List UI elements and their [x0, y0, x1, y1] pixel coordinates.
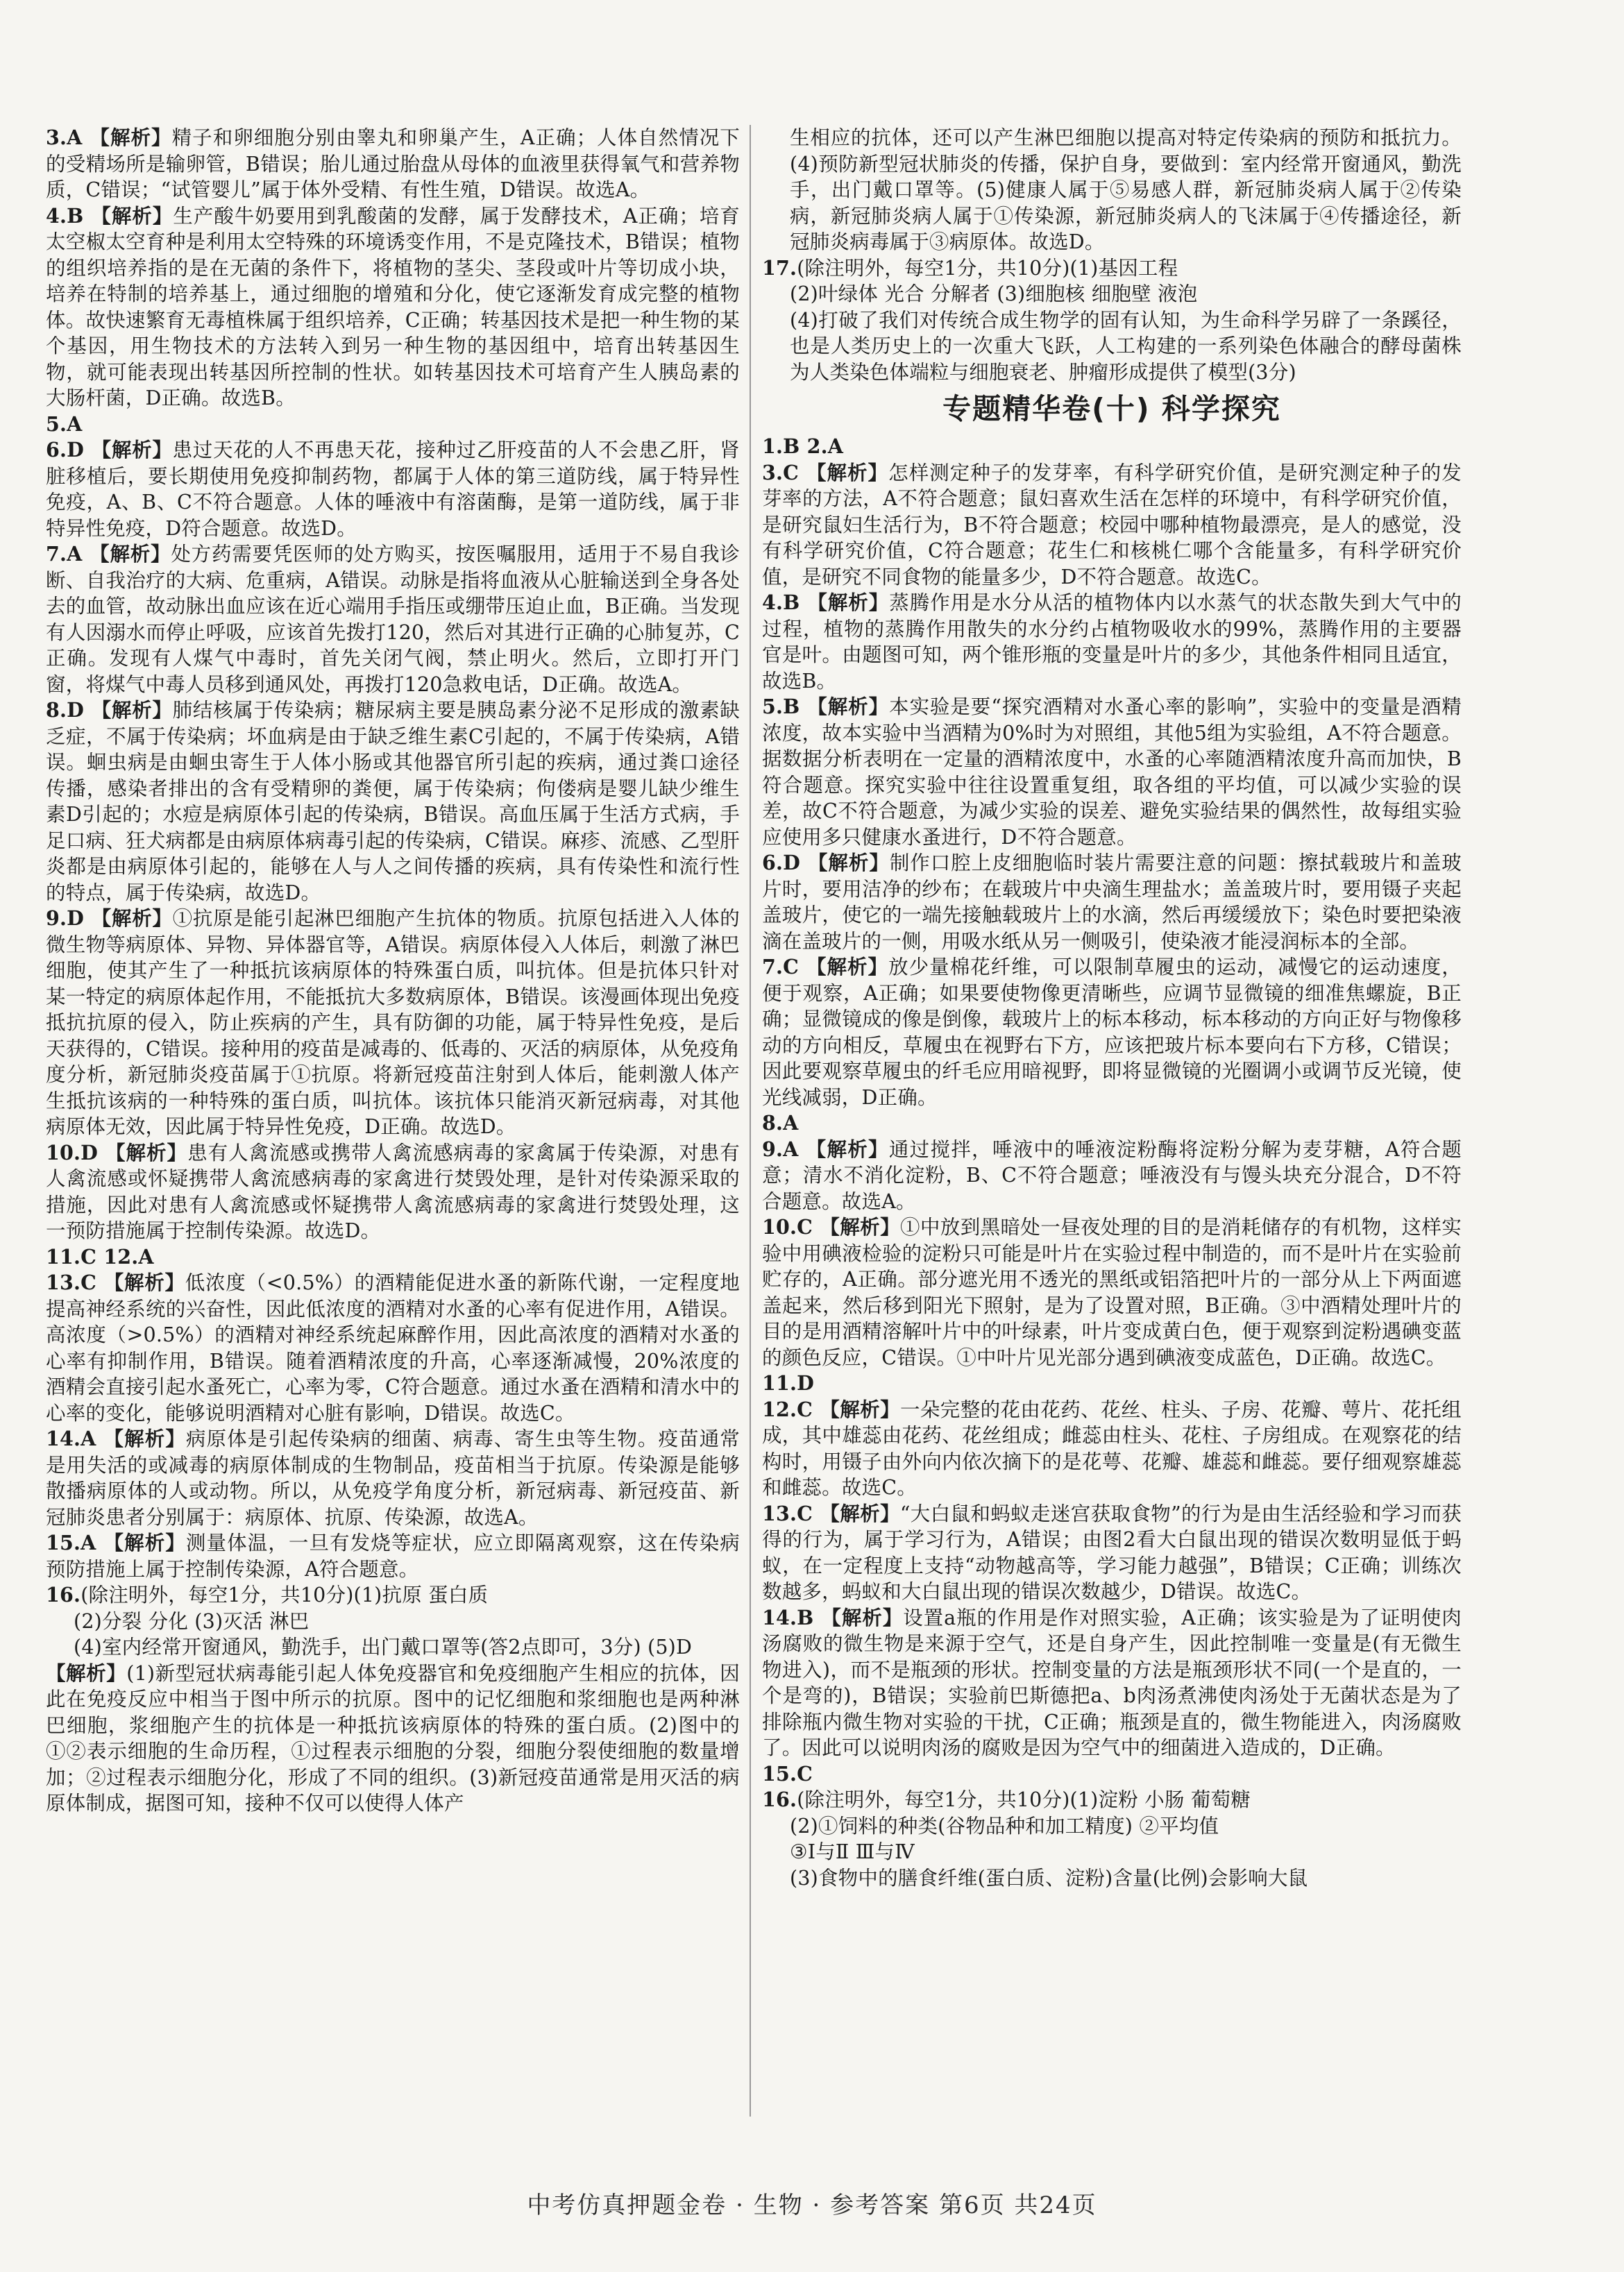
- answer-text: 病原体是引起传染病的细菌、病毒、寄生虫等生物。疫苗通常是用失活的或减毒的病原体制成的生物制品，疫苗相当于抗原。传染源是能够散播病原体的人或动物。所以，从免疫学角度分析，新冠病毒、新冠疫苗、新冠肺炎患者分别属于：病原体、抗原、传染源，故选A。: [46, 1427, 741, 1529]
- answer-number: 11.D: [762, 1371, 815, 1395]
- answer-paragraph: [762, 1787, 1462, 1813]
- right-column-bottom: [762, 434, 1462, 1891]
- answer-number: 6.D 【解析】: [46, 438, 173, 461]
- answer-text: 肺结核属于传染病；糖尿病主要是胰岛素分泌不足形成的激素缺乏症，不属于传染病；坏血病是由于缺乏维生素C引起的，不属于传染病，A错误。蛔虫病是由蛔虫寄生于人体小肠或其他器官所引起的疾病，通过粪口途径传播，感染者排出的含有受精卵的粪便，属于传染病；佝偻病是婴儿缺少维生素D引起的；水痘是病原体引起的传染病，B错误。高血压属于生活方式病，手足口病、狂犬病都是由病原体病毒引起的传染病，C错误。麻疹、流感、乙型肝炎都是由病原体引起的，能够在人与人之间传播的疾病，具有传染性和流行性的特点，属于传染病，故选D。: [46, 699, 740, 904]
- answer-paragraph: [762, 1137, 1462, 1215]
- answer-paragraph: [762, 125, 1462, 255]
- answer-text: 制作口腔上皮细胞临时装片需要注意的问题：擦拭载玻片和盖玻片时，要用洁净的纱布；在载玻片中央滴生理盐水；盖盖玻片时，要用镊子夹起盖玻片，使它的一端先接触载玻片上的水滴，然后再缓缓放下；染色时要把染液滴在盖玻片的一侧，用吸水纸从另一侧吸引，使染液才能浸润标本的全部。: [762, 851, 1462, 953]
- answer-text: ③Ⅰ与Ⅱ Ⅲ与Ⅳ: [790, 1840, 915, 1863]
- answer-paragraph: [762, 1865, 1462, 1892]
- answer-paragraph: [762, 954, 1462, 1110]
- answer-number: 13.C 【解析】: [762, 1501, 900, 1525]
- answer-text: 蒸腾作用是水分从活的植物体内以水蒸气的状态散失到大气中的过程，植物的蒸腾作用散失的水分约占植物吸收水的99%，蒸腾作用的主要器官是叶。由题图可知，两个锥形瓶的变量是叶片的多少，其他条件相同且适宜，故选B。: [762, 591, 1462, 693]
- answer-paragraph: [46, 1661, 740, 1817]
- answer-paragraph: [46, 1609, 740, 1635]
- answer-number: 4.B 【解析】: [46, 203, 174, 228]
- answer-number: 10.D 【解析】: [46, 1140, 188, 1164]
- answer-paragraph: [762, 1214, 1462, 1371]
- answer-paragraph: [46, 1426, 740, 1530]
- answer-paragraph: [762, 1110, 1462, 1137]
- answer-number: 13.C 【解析】: [46, 1271, 185, 1294]
- answer-paragraph: [46, 1582, 740, 1609]
- answer-paragraph: [46, 1530, 740, 1582]
- answer-number: 8.D 【解析】: [46, 698, 173, 722]
- answer-number: 7.C 【解析】: [762, 955, 889, 978]
- answer-paragraph: [46, 437, 740, 541]
- answer-text: 通过搅拌，唾液中的唾液淀粉酶将淀粉分解为麦芽糖，A符合题意；清水不消化淀粉，B、C不符合题意；唾液没有与馒头块充分混合，D不符合题意。故选A。: [762, 1137, 1462, 1213]
- answer-number: 15.A 【解析】: [46, 1531, 186, 1554]
- answer-number: 14.B 【解析】: [762, 1605, 904, 1629]
- answer-text: 生相应的抗体，还可以产生淋巴细胞以提高对特定传染病的预防和抵抗力。(4)预防新型冠状肺炎的传播，保护自身，要做到：室内经常开窗通风，勤洗手，出门戴口罩等。(5)健康人属于⑤易感人群，新冠肺炎病人属于②传染病，新冠肺炎病人属于①传染源，新冠肺炎病人的飞沫属于④传播途径，新冠肺炎病毒属于③病原体。故选D。: [790, 126, 1462, 253]
- answer-paragraph: [46, 906, 740, 1140]
- right-column-top: [762, 125, 1462, 385]
- answer-text: (2)叶绿体 光合 分解者 (3)细胞核 细胞壁 液泡: [790, 282, 1198, 305]
- answer-text: 患有人禽流感或携带人禽流感病毒的家禽属于传染源，对患有人禽流感或怀疑携带人禽流感病毒的家禽进行焚毁处理，是针对传染源采取的措施，因此对患有人禽流感或怀疑携带人禽流感病毒的家禽进行焚毁处理，这一预防措施属于控制传染源。故选D。: [46, 1141, 740, 1242]
- answer-text: (除注明外，每空1分，共10分)(1)基因工程: [797, 256, 1178, 280]
- answer-paragraph: [762, 694, 1462, 850]
- answer-paragraph: [46, 203, 740, 412]
- answer-text: 生产酸牛奶要用到乳酸菌的发酵，属于发酵技术，A正确；培育太空椒太空育种是利用太空特殊的环境诱变作用，不是克隆技术，B错误；植物的组织培养指的是在无菌的条件下，将植物的茎尖、茎段或叶片等切成小块，培养在特制的培养基上，通过细胞的增殖和分化，使它逐渐发育成完整的植物体。故快速繁育无毒植株属于组织培养，C正确；转基因技术是把一种生物的某个基因，用生物技术的方法转入到另一种生物的基因组中，培育出转基因生物，就可能表现出转基因所控制的性状。如转基因技术可培育产生人胰岛素的大肠杆菌，D正确。故选B。: [46, 204, 740, 409]
- answer-number: 15.C: [762, 1761, 813, 1786]
- answer-text: 怎样测定种子的发芽率，有科学研究价值，是研究测定种子的发芽率的方法，A不符合题意；鼠妇喜欢生活在怎样的环境中，有科学研究价值，是研究鼠妇生活行为，B不符合题意；校园中哪种植物最漂亮，是人的感觉，没有科学研究价值，C符合题意；花生仁和核桃仁哪个含能量多，有科学研究价值，是研究不同食物的能量多少，D不符合题意。故选C。: [762, 461, 1462, 588]
- answer-paragraph: [762, 1371, 1462, 1397]
- answer-number: 17.: [762, 255, 797, 280]
- answer-paragraph: [762, 255, 1462, 282]
- answer-text: 患过天花的人不再患天花，接种过乙肝疫苗的人不会患乙肝，肾脏移植后，要长期使用免疫抑制药物，都属于人体的第三道防线，属于特异性免疫，A、B、C不符合题意。人体的唾液中有溶菌酶，是第一道防线，属于非特异性免疫，D符合题意。故选D。: [46, 439, 740, 540]
- answer-text: (除注明外，每空1分，共10分)(1)抗原 蛋白质: [81, 1584, 489, 1606]
- answer-text: (1)新型冠状病毒能引起人体免疫器官和免疫细胞产生相应的抗体，因此在免疫反应中相当于图中所示的抗原。图中的记忆细胞和浆细胞也是两种淋巴细胞，浆细胞产生的抗体是一种抵抗该病原体的特殊的蛋白质。(2)图中的①②表示细胞的生命历程，①过程表示细胞的分裂，细胞分裂使细胞的数量增加；②过程表示细胞分化，形成了不同的组织。(3)新冠疫苗通常是用灭活的病原体制成，据图可知，接种不仅可以使得人体产: [46, 1661, 740, 1815]
- answer-number: 11.C 12.A: [46, 1244, 154, 1269]
- answer-paragraph: [762, 1813, 1462, 1840]
- answer-text: “大白鼠和蚂蚁走迷宫获取食物”的行为是由生活经验和学习而获得的行为，属于学习行为，A错误；由图2看大白鼠出现的错误次数明显低于蚂蚁，在一定程度上支持“动物越高等，学习能力越强”，B错误；C正确；训练次数越多，蚂蚁和大白鼠出现的错误次数越少，D错误。故选C。: [762, 1502, 1462, 1603]
- answer-text: ①抗原是能引起淋巴细胞产生抗体的物质。抗原包括进入人体的微生物等病原体、异物、异体器官等，A错误。病原体侵入人体后，刺激了淋巴细胞，使其产生了一种抵抗该病原体的特殊蛋白质，叫抗体。但是抗体只针对某一特定的病原体起作用，不能抵抗大多数病原体，B错误。该漫画体现出免疫抵抗抗原的侵入，防止疾病的产生，具有防御的功能，属于特异性免疫，是后天获得的，C错误。接种用的疫苗是减毒的、低毒的、灭活的病原体，从免疫角度分析，新冠肺炎疫苗属于①抗原。将新冠疫苗注射到人体后，能刺激人体产生抵抗该病的一种特殊的蛋白质，叫抗体。该抗体只能消灭新冠病毒，对其他病原体无效，因此属于特异性免疫，D正确。故选D。: [46, 907, 740, 1138]
- answer-paragraph: [762, 307, 1462, 386]
- answer-number: 【解析】: [46, 1661, 127, 1685]
- answer-paragraph: [46, 697, 740, 906]
- answer-text: 精子和卵细胞分别由睾丸和卵巢产生，A正确；人体自然情况下的受精场所是输卵管，B错误；胎儿通过胎盘从母体的血液里获得氧气和营养物质，C错误；“试管婴儿”属于体外受精、有性生殖，D错误。故选A。: [46, 126, 741, 201]
- answer-text: (4)打破了我们对传统合成生物学的固有认知，为生命科学另辟了一条蹊径，也是人类历史上的一次重大飞跃，人工构建的一系列染色体融合的酵母菌株为人类染色体端粒与细胞衰老、肿瘤形成提供了模型(3分): [790, 308, 1462, 384]
- answer-paragraph: [762, 590, 1462, 694]
- answer-number: 14.A 【解析】: [46, 1427, 186, 1450]
- answer-number: 7.A 【解析】: [46, 542, 171, 566]
- right-column: [762, 125, 1462, 1891]
- left-column: [46, 125, 740, 1817]
- answer-text: 放少量棉花纤维，可以限制草履虫的运动，减慢它的运动速度，便于观察，A正确；如果要使物像更清晰些，应调节显微镜的细准焦螺旋，B正确；显微镜成的像是倒像，载玻片上的标本移动，标本移动的方向正好与物像移动的方向相反，草履虫在视野右下方，应该把玻片标本要向右下方移，C错误；因此要观察草履虫的纤毛应用暗视野，即将显微镜的光圈调小或调节反光镜，使光线减弱，D正确。: [762, 956, 1462, 1109]
- answer-text: (除注明外，每空1分，共10分)(1)淀粉 小肠 葡萄糖: [797, 1788, 1251, 1811]
- answer-number: 16.: [46, 1583, 81, 1606]
- answer-number: 9.A 【解析】: [762, 1137, 889, 1161]
- page-footer: 中考仿真押题金卷 · 生物 · 参考答案 第6页 共24页: [527, 2192, 1097, 2219]
- answer-paragraph: [762, 850, 1462, 954]
- answer-paragraph: [762, 460, 1462, 591]
- answer-text: 测量体温，一旦有发烧等症状，应立即隔离观察，这在传染病预防措施上属于控制传染源，A符合题意。: [46, 1532, 741, 1581]
- answer-number: 5.B 【解析】: [762, 695, 890, 718]
- answer-paragraph: [46, 541, 740, 697]
- answer-number: 9.D 【解析】: [46, 906, 173, 930]
- answer-number: 5.A: [46, 412, 83, 436]
- answer-number: 3.C 【解析】: [762, 460, 889, 484]
- answer-paragraph: [762, 1761, 1462, 1788]
- answer-text: 低浓度（<0.5%）的酒精能促进水蚤的新陈代谢，一定程度地提高神经系统的兴奋性，因此低浓度的酒精对水蚤的心率有促进作用，A错误。高浓度（>0.5%）的酒精对神经系统起麻醉作用，因此高浓度的酒精对水蚤的心率有抑制作用，B错误。随着酒精浓度的升高，心率逐渐减慢，20%浓度的酒精会直接引起水蚤死亡，心率为零，C符合题意。通过水蚤在酒精和清水中的心率的变化，能够说明酒精对心脏有影响，D错误。故选C。: [46, 1271, 740, 1425]
- answer-text: (3)食物中的膳食纤维(蛋白质、淀粉)含量(比例)会影响大鼠: [790, 1866, 1308, 1890]
- column-divider: [750, 125, 751, 2117]
- answer-paragraph: [46, 1634, 740, 1661]
- answer-paragraph: [46, 125, 740, 203]
- answer-text: (4)室内经常开窗通风，勤洗手，出门戴口罩等(答2点即可，3分) (5)D: [74, 1636, 693, 1659]
- answer-text: ①中放到黑暗处一昼夜处理的目的是消耗储存的有机物，这样实验中用碘液检验的淀粉只可能是叶片在实验过程中制造的，而不是叶片在实验前贮存的，A正确。部分遮光用不透光的黑纸或铝箔把叶片的一部分从上下两面遮盖起来，然后移到阳光下照射，是为了设置对照，B正确。③中酒精处理叶片的目的是用酒精溶解叶片中的叶绿素，叶片变成黄白色，便于观察到淀粉遇碘变蓝的颜色反应，C错误。①中叶片见光部分遇到碘液变成蓝色，D正确。故选C。: [762, 1216, 1462, 1369]
- answer-paragraph: [46, 1270, 740, 1426]
- answer-number: 3.A 【解析】: [46, 126, 172, 149]
- answer-paragraph: [46, 1244, 740, 1271]
- answer-paragraph: [46, 1140, 740, 1244]
- answer-paragraph: [46, 412, 740, 438]
- answer-number: 6.D 【解析】: [762, 851, 890, 874]
- answer-number: 16.: [762, 1788, 797, 1811]
- answer-text: 设置a瓶的作用是作对照实验，A正确；该实验是为了证明使肉汤腐败的微生物是来源于空气，还是自身产生，因此控制唯一变量是(有无微生物进入)，而不是瓶颈的形状。控制变量的方法是瓶颈形状不同(一个是直的，一个是弯的)，B错误；实验前巴斯德把a、b肉汤煮沸使肉汤处于无菌状态是为了排除瓶内微生物对实验的干扰，C正确；瓶颈是直的，微生物能进入，肉汤腐败了。因此可以说明肉汤的腐败是因为空气中的细菌进入造成的，D正确。: [762, 1606, 1462, 1759]
- section-title: 专题精华卷(十) 科学探究: [942, 392, 1281, 425]
- answer-paragraph: [762, 1839, 1462, 1865]
- answer-number: 10.C 【解析】: [762, 1215, 900, 1239]
- answer-text: 处方药需要凭医师的处方购买，按医嘱服用，适用于不易自我诊断、自我治疗的大病、危重病，A错误。动脉是指将血液从心脏输送到全身各处去的血管，故动脉出血应该在近心端用手指压或绷带压迫止血，B正确。当发现有人因溺水而停止呼吸，应该首先拨打120，然后对其进行正确的心肺复苏，C正确。发现有人煤气中毒时，首先关闭气阀，禁止明火。然后，立即打开门窗，将煤气中毒人员移到通风处，再拨打120急救电话，D正确。故选A。: [46, 543, 740, 696]
- answer-text: 一朵完整的花由花药、花丝、柱头、子房、花瓣、萼片、花托组成，其中雄蕊由花药、花丝组成；雌蕊由柱头、花柱、子房组成。在观察花的结构时，用镊子由外向内依次摘下的是花萼、花瓣、雄蕊和雌蕊。要仔细观察雄蕊和雌蕊。故选C。: [762, 1398, 1462, 1499]
- answer-paragraph: [762, 1397, 1462, 1501]
- answer-number: 1.B 2.A: [762, 434, 844, 458]
- answer-number: 12.C 【解析】: [762, 1397, 900, 1421]
- answer-paragraph: [762, 434, 1462, 460]
- answer-text: (2)①饲料的种类(谷物品种和加工精度) ②平均值: [790, 1814, 1219, 1838]
- answer-text: 本实验是要“探究酒精对水蚤心率的影响”，实验中的变量是酒精浓度，故本实验中当酒精为0%时为对照组，其他5组为实验组，A不符合题意。据数据分析表明在一定量的酒精浓度中，水蚤的心率随酒精浓度升高而加快，B符合题意。探究实验中往往设置重复组，取各组的平均值，可以减少实验的误差，故C不符合题意，为减少实验的误差、避免实验结果的偶然性，故每组实验应使用多只健康水蚤进行，D不符合题意。: [762, 695, 1462, 849]
- answer-text: (2)分裂 分化 (3)灭活 淋巴: [74, 1609, 310, 1633]
- answer-paragraph: [762, 1605, 1462, 1761]
- answer-paragraph: [762, 281, 1462, 307]
- answer-number: 4.B 【解析】: [762, 591, 890, 614]
- answer-paragraph: [762, 1501, 1462, 1605]
- answer-number: 8.A: [762, 1111, 799, 1135]
